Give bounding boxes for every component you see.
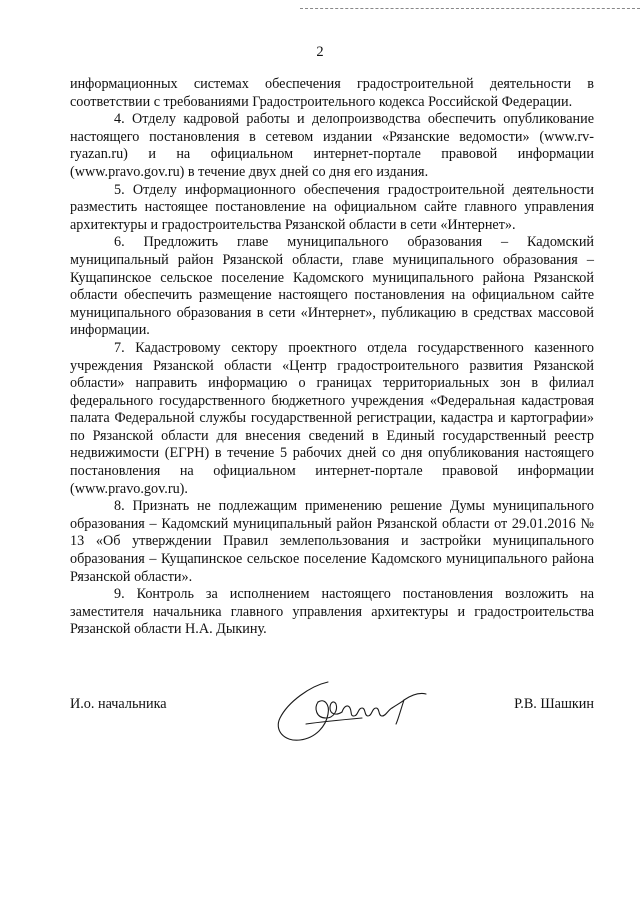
page-number: 2 (316, 44, 324, 60)
signatory-position: И.о. начальника (70, 696, 167, 712)
signatory-name: Р.В. Шашкин (514, 696, 594, 712)
paragraph-item-9: 9. Контроль за исполнением настоящего постановления возложить на заместителя начальника главного управления архитектуры и градостроительства Рязанской области Н.А. Дыкину. (70, 586, 594, 638)
paragraph-item-7: 7. Кадастровому сектору проектного отдела государственного казенного учреждения Рязанской области «Центр градостроительного развития Рязанской области» направить информацию о границах территориальных зон в филиал федерального государственного бюджетного учреждения «Федеральная кадастровая палата Федеральной службы государственной регистрации, кадастра и картографии» по Рязанской области для внесения сведений в Единый государственный реестр недвижимости (ЕГРН) в течение 5 рабочих дней со дня опубликования настоящего постановления на официальном интернет-портале правовой информации (www.pravo.gov.ru). (70, 339, 594, 497)
paragraph-item-5: 5. Отделу информационного обеспечения градостроительной деятельности разместить настоящее постановление на официальном сайте главного управления архитектуры и градостроительства Рязанской области в сети «Интернет». (70, 181, 594, 233)
paragraph-item-6: 6. Предложить главе муниципального образования – Кадомский муниципальный район Рязанской области, главе муниципального образования – Кущапинское сельское поселение Кадомского муниципального района Рязанской области обеспечить размещение настоящего постановления на официальном сайте муниципального образования в сети «Интернет», публикацию в средствах массовой информации. (70, 234, 594, 339)
top-scan-rule (300, 8, 640, 9)
handwritten-signature (270, 672, 440, 750)
document-body (70, 76, 594, 639)
paragraph-item-4: 4. Отделу кадровой работы и делопроизводства обеспечить опубликование настоящего постановления в сетевом издании «Рязанские ведомости» (www.rv-ryazan.ru) и на официальном интернет-портале правовой информации (www.pravo.gov.ru) в течение двух дней со дня его издания. (70, 111, 594, 180)
paragraph-item-8: 8. Признать не подлежащим применению решение Думы муниципального образования – Кадомский муниципальный район Рязанской области от 29.01.2016 № 13 «Об утверждении Правил землепользования и застройки муниципального образования – Кущапинское сельское поселение Кадомского муниципального района Рязанской области». (70, 498, 594, 585)
paragraph-continuation: информационных системах обеспечения градостроительной деятельности в соответствии с требованиями Градостроительного кодекса Российской Федерации. (70, 76, 594, 110)
